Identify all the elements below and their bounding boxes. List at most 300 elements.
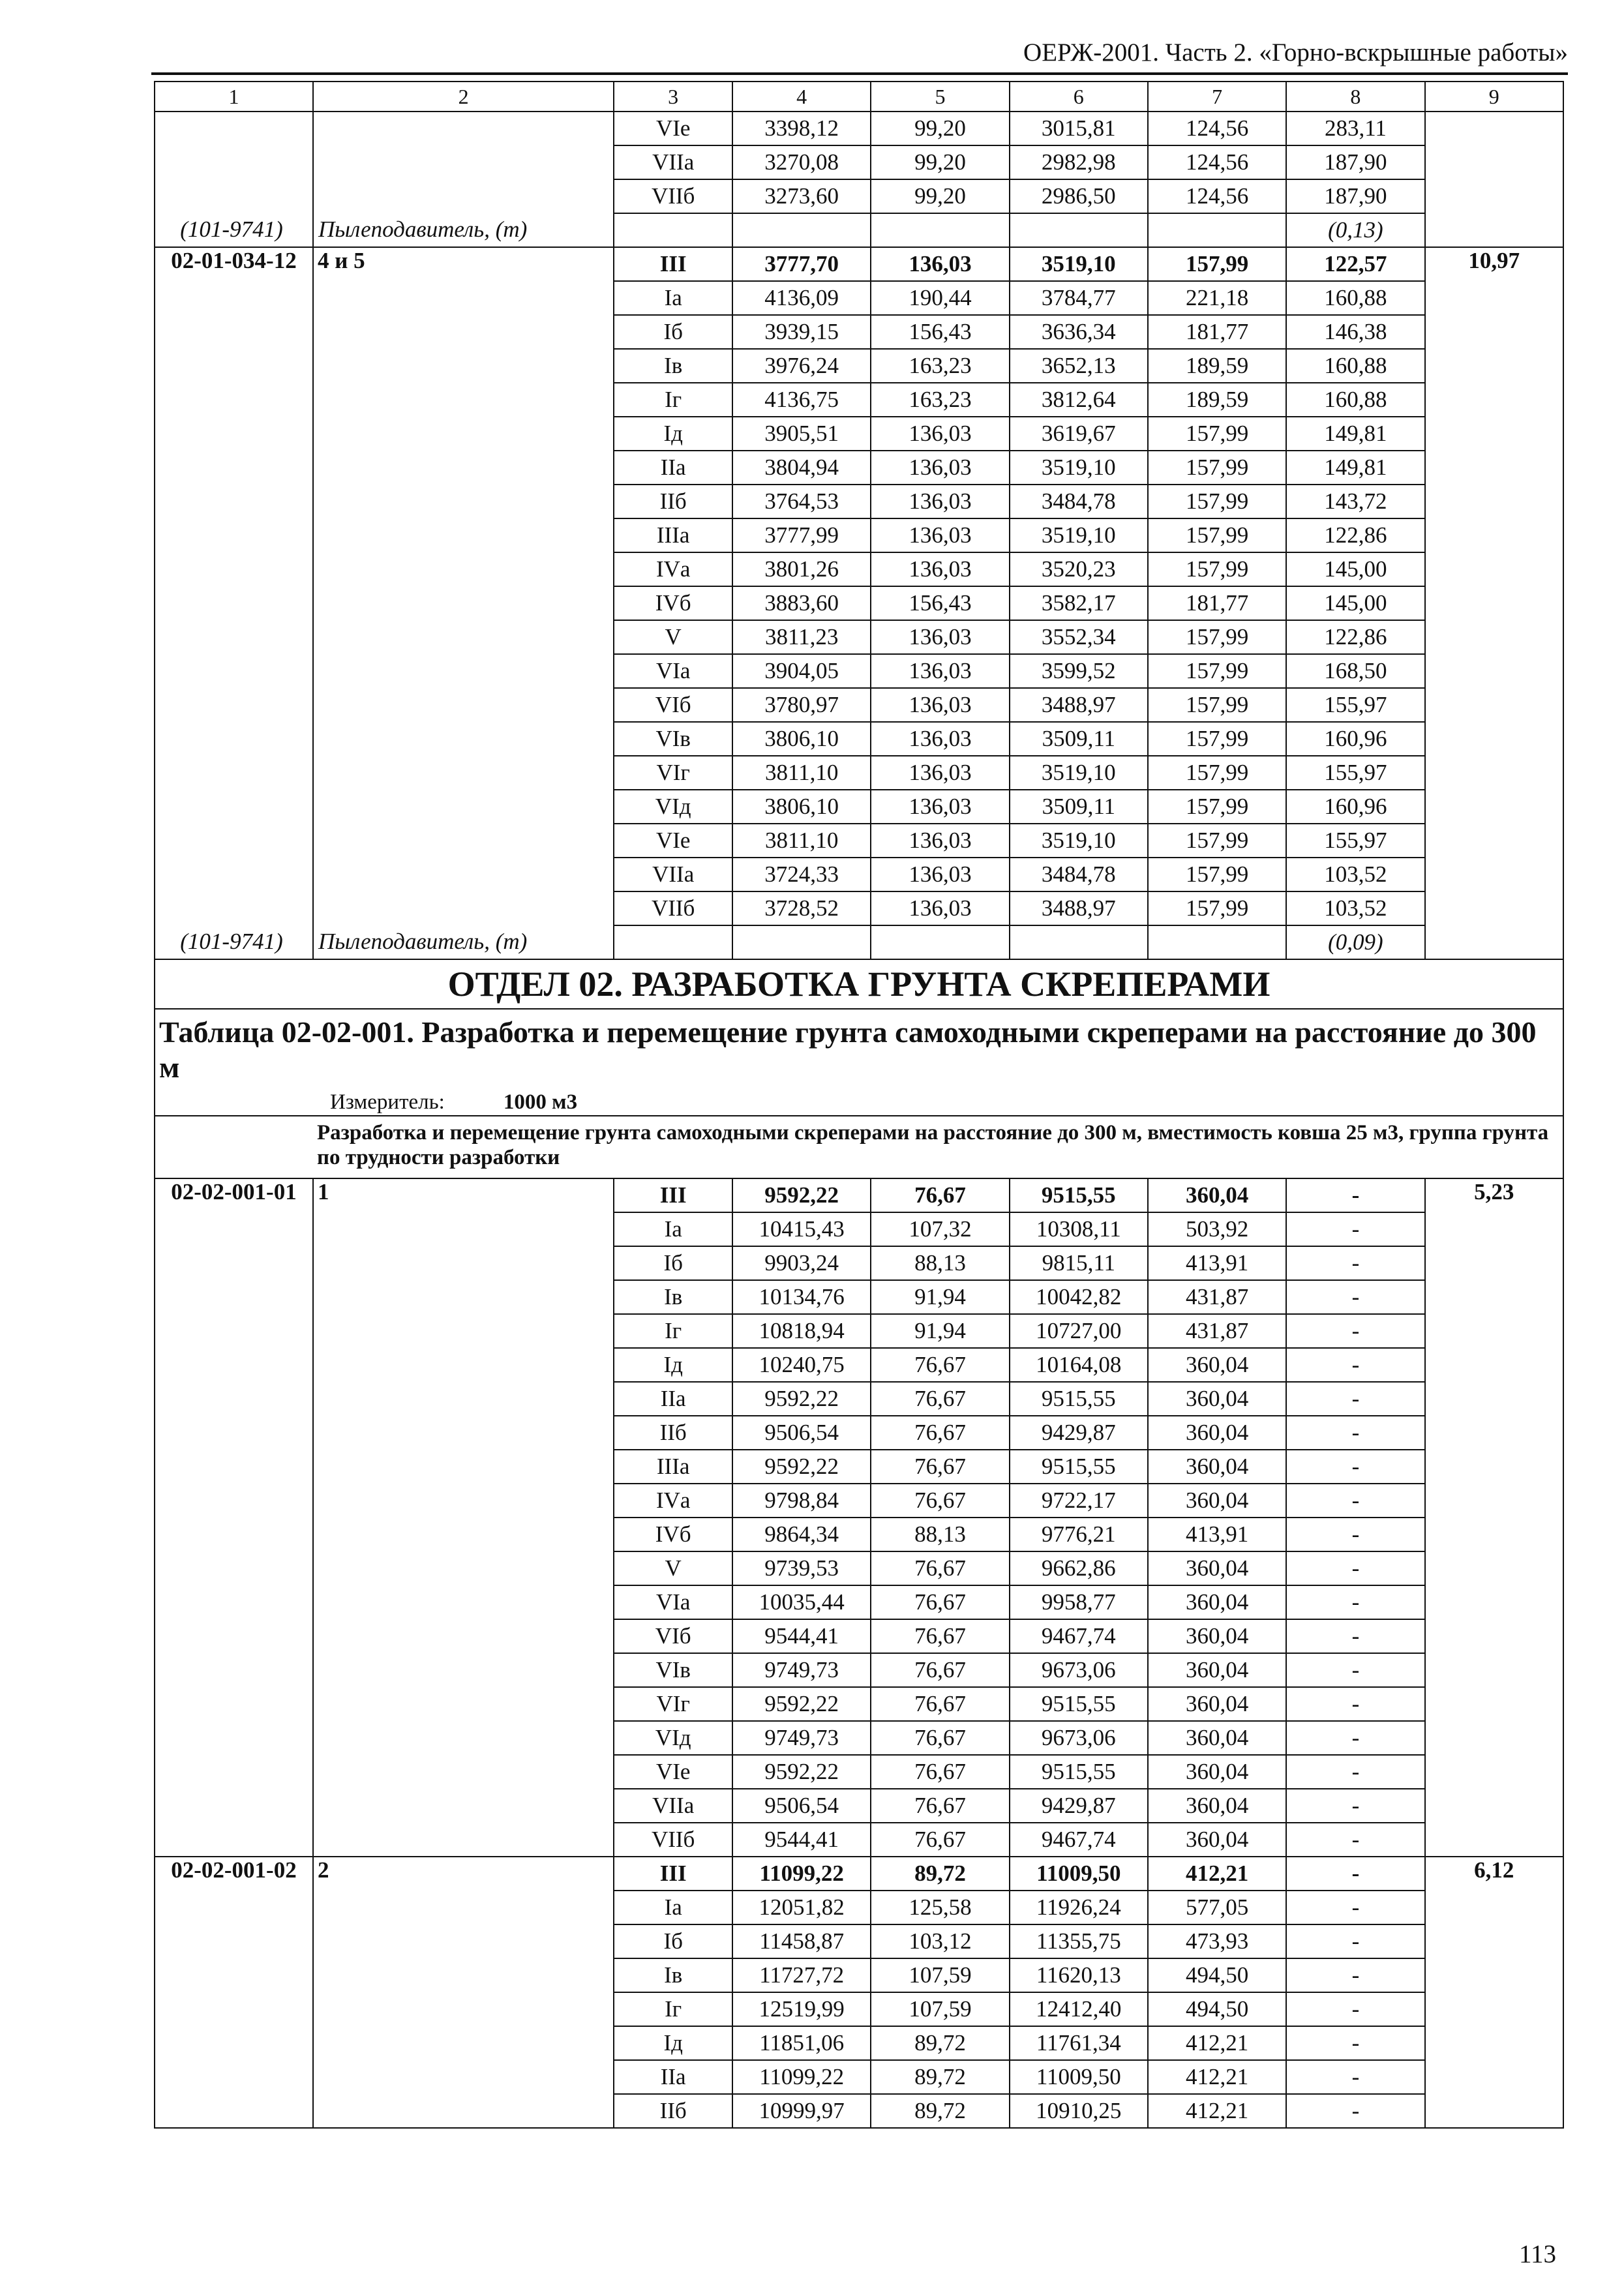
operator-wage-cell: 412,21 (1148, 2060, 1286, 2094)
material-note-code: (101-9741) (180, 217, 283, 242)
operator-wage-cell: 124,56 (1148, 145, 1286, 179)
soil-group-cell: IIб (614, 1416, 732, 1450)
soil-group-cell: VIIа (614, 145, 732, 179)
machine-cost-cell: 10910,25 (1010, 2094, 1148, 2128)
rate-code: 02-02-001-02 (155, 1857, 313, 2128)
wage-cell: 76,67 (871, 1382, 1009, 1416)
wage-cell: 156,43 (871, 315, 1009, 349)
operator-wage-cell: 157,99 (1148, 891, 1286, 925)
operator-wage-cell: 124,56 (1148, 112, 1286, 145)
material-note-name: Пылеподавитель, (т) (318, 929, 528, 954)
wage-cell: 136,03 (871, 485, 1009, 518)
soil-group-cell: VIв (614, 1653, 732, 1687)
soil-group-cell: IVа (614, 1484, 732, 1518)
soil-group-cell: IVа (614, 552, 732, 586)
direct-cost-cell: 9798,84 (732, 1484, 871, 1518)
wage-cell: 136,03 (871, 247, 1009, 281)
soil-group-cell: VIд (614, 790, 732, 824)
wage-cell: 136,03 (871, 858, 1009, 891)
meter-label: Измеритель: (330, 1090, 445, 1114)
wage-cell: 91,94 (871, 1280, 1009, 1314)
direct-cost-cell: 3905,51 (732, 417, 871, 451)
materials-cell: 160,88 (1286, 281, 1424, 315)
materials-cell: 149,81 (1286, 451, 1424, 485)
materials-cell: 187,90 (1286, 145, 1424, 179)
soil-group-cell: VIг (614, 756, 732, 790)
labor-total: 10,97 (1425, 247, 1563, 959)
soil-group-cell: Iб (614, 315, 732, 349)
materials-cell: 168,50 (1286, 654, 1424, 688)
wage-cell: 136,03 (871, 891, 1009, 925)
materials-cell: 103,52 (1286, 891, 1424, 925)
machine-cost-cell: 12412,40 (1010, 1992, 1148, 2026)
direct-cost-cell: 3811,10 (732, 756, 871, 790)
materials-cell: 145,00 (1286, 552, 1424, 586)
column-number: 6 (1010, 82, 1148, 112)
machine-cost-cell: 3636,34 (1010, 315, 1148, 349)
wage-cell: 99,20 (871, 145, 1009, 179)
labor-total: 5,23 (1425, 1178, 1563, 1857)
direct-cost-cell: 11099,22 (732, 2060, 871, 2094)
wage-cell: 190,44 (871, 281, 1009, 315)
wage-cell: 136,03 (871, 451, 1009, 485)
direct-cost-cell: 3904,05 (732, 654, 871, 688)
direct-cost-cell: 3976,24 (732, 349, 871, 383)
direct-cost-cell: 10999,97 (732, 2094, 871, 2128)
table-row (155, 112, 1563, 145)
direct-cost-cell: 3883,60 (732, 586, 871, 620)
materials-cell: 122,86 (1286, 518, 1424, 552)
department-title: ОТДЕЛ 02. РАЗРАБОТКА ГРУНТА СКРЕПЕРАМИ (155, 959, 1563, 1009)
soil-group-cell: VIд (614, 1721, 732, 1755)
operator-wage-cell: 360,04 (1148, 1823, 1286, 1857)
note-empty-cell (1148, 213, 1286, 247)
machine-cost-cell: 9429,87 (1010, 1789, 1148, 1823)
soil-group-cell: IIIа (614, 518, 732, 552)
wage-cell: 136,03 (871, 654, 1009, 688)
machine-cost-cell: 11620,13 (1010, 1958, 1148, 1992)
operator-wage-cell: 157,99 (1148, 688, 1286, 722)
machine-cost-cell: 9662,86 (1010, 1551, 1148, 1585)
materials-cell: 122,57 (1286, 247, 1424, 281)
machine-cost-cell: 3015,81 (1010, 112, 1148, 145)
soil-group-cell: III (614, 1857, 732, 1891)
column-number: 5 (871, 82, 1009, 112)
direct-cost-cell: 11099,22 (732, 1857, 871, 1891)
materials-cell: - (1286, 1721, 1424, 1755)
operator-wage-cell: 360,04 (1148, 1450, 1286, 1484)
machine-cost-cell: 3488,97 (1010, 891, 1148, 925)
materials-cell: - (1286, 1450, 1424, 1484)
machine-cost-cell: 3509,11 (1010, 790, 1148, 824)
direct-cost-cell: 9544,41 (732, 1823, 871, 1857)
soil-group-cell: IVб (614, 1518, 732, 1551)
wage-cell: 136,03 (871, 824, 1009, 858)
materials-cell: - (1286, 1382, 1424, 1416)
soil-group-cell: VIа (614, 654, 732, 688)
column-number: 3 (614, 82, 732, 112)
direct-cost-cell: 3811,23 (732, 620, 871, 654)
direct-cost-cell: 3724,33 (732, 858, 871, 891)
materials-cell: 146,38 (1286, 315, 1424, 349)
operator-wage-cell: 431,87 (1148, 1314, 1286, 1348)
table-title-cell (155, 1009, 1563, 1116)
rate-name: 2 (313, 1857, 614, 2128)
operator-wage-cell: 412,21 (1148, 1857, 1286, 1891)
wage-cell: 99,20 (871, 112, 1009, 145)
page-number: 113 (1518, 2240, 1556, 2268)
materials-cell: 143,72 (1286, 485, 1424, 518)
operator-wage-cell: 412,21 (1148, 2026, 1286, 2060)
wage-cell: 107,59 (871, 1992, 1009, 2026)
wage-cell: 136,03 (871, 417, 1009, 451)
soil-group-cell: Iв (614, 349, 732, 383)
materials-cell: - (1286, 1755, 1424, 1789)
operator-wage-cell: 360,04 (1148, 1619, 1286, 1653)
soil-group-cell: VIIа (614, 858, 732, 891)
direct-cost-cell: 4136,75 (732, 383, 871, 417)
labor-total: 6,12 (1425, 1857, 1563, 2128)
direct-cost-cell: 9864,34 (732, 1518, 871, 1551)
table-row (155, 247, 1563, 281)
machine-cost-cell: 3619,67 (1010, 417, 1148, 451)
materials-cell: 160,88 (1286, 383, 1424, 417)
soil-group-cell: VIIб (614, 891, 732, 925)
operator-wage-cell: 360,04 (1148, 1653, 1286, 1687)
materials-cell: 145,00 (1286, 586, 1424, 620)
wage-cell: 136,03 (871, 620, 1009, 654)
direct-cost-cell: 9544,41 (732, 1619, 871, 1653)
materials-cell: - (1286, 1551, 1424, 1585)
column-number: 9 (1425, 82, 1563, 112)
wage-cell: 76,67 (871, 1585, 1009, 1619)
operator-wage-cell: 360,04 (1148, 1484, 1286, 1518)
direct-cost-cell: 9506,54 (732, 1789, 871, 1823)
wage-cell: 136,03 (871, 518, 1009, 552)
soil-group-cell: VIе (614, 1755, 732, 1789)
wage-cell: 76,67 (871, 1755, 1009, 1789)
wage-cell: 76,67 (871, 1450, 1009, 1484)
wage-cell: 76,67 (871, 1551, 1009, 1585)
soil-group-cell: Iг (614, 1314, 732, 1348)
note-empty-cell (732, 925, 871, 959)
materials-cell: - (1286, 1212, 1424, 1246)
wage-cell: 76,67 (871, 1348, 1009, 1382)
machine-cost-cell: 2982,98 (1010, 145, 1148, 179)
soil-group-cell: IIб (614, 485, 732, 518)
operator-wage-cell: 157,99 (1148, 247, 1286, 281)
machine-cost-cell: 3488,97 (1010, 688, 1148, 722)
direct-cost-cell: 3804,94 (732, 451, 871, 485)
machine-cost-cell: 3519,10 (1010, 756, 1148, 790)
operator-wage-cell: 360,04 (1148, 1348, 1286, 1382)
wage-cell: 88,13 (871, 1518, 1009, 1551)
operator-wage-cell: 360,04 (1148, 1416, 1286, 1450)
soil-group-cell: III (614, 1178, 732, 1212)
material-quantity: (0,13) (1286, 213, 1424, 247)
operator-wage-cell: 413,91 (1148, 1246, 1286, 1280)
machine-cost-cell: 3552,34 (1010, 620, 1148, 654)
direct-cost-cell: 11727,72 (732, 1958, 871, 1992)
soil-group-cell: Iб (614, 1246, 732, 1280)
machine-cost-cell: 9467,74 (1010, 1619, 1148, 1653)
operator-wage-cell: 157,99 (1148, 722, 1286, 756)
machine-cost-cell: 9515,55 (1010, 1450, 1148, 1484)
operator-wage-cell: 577,05 (1148, 1891, 1286, 1924)
machine-cost-cell: 9673,06 (1010, 1653, 1148, 1687)
operator-wage-cell: 124,56 (1148, 179, 1286, 213)
soil-group-cell: Iд (614, 2026, 732, 2060)
soil-group-cell: V (614, 620, 732, 654)
machine-cost-cell: 3652,13 (1010, 349, 1148, 383)
wage-cell: 107,32 (871, 1212, 1009, 1246)
machine-cost-cell: 3519,10 (1010, 518, 1148, 552)
machine-cost-cell: 9673,06 (1010, 1721, 1148, 1755)
note-empty-cell (1148, 925, 1286, 959)
operator-wage-cell: 221,18 (1148, 281, 1286, 315)
direct-cost-cell: 9592,22 (732, 1178, 871, 1212)
direct-cost-cell: 4136,09 (732, 281, 871, 315)
soil-group-cell: Iд (614, 1348, 732, 1382)
operator-wage-cell: 157,99 (1148, 552, 1286, 586)
operator-wage-cell: 360,04 (1148, 1585, 1286, 1619)
machine-cost-cell: 9515,55 (1010, 1755, 1148, 1789)
direct-cost-cell: 3777,99 (732, 518, 871, 552)
operator-wage-cell: 157,99 (1148, 824, 1286, 858)
rate-name: 1 (313, 1178, 614, 1857)
machine-cost-cell: 9467,74 (1010, 1823, 1148, 1857)
direct-cost-cell: 10415,43 (732, 1212, 871, 1246)
materials-cell: - (1286, 1246, 1424, 1280)
direct-cost-cell: 12519,99 (732, 1992, 871, 2026)
wage-cell: 89,72 (871, 2060, 1009, 2094)
rate-code: 02-02-001-01 (155, 1178, 313, 1857)
materials-cell: - (1286, 2060, 1424, 2094)
materials-cell: - (1286, 1619, 1424, 1653)
operator-wage-cell: 360,04 (1148, 1687, 1286, 1721)
machine-cost-cell: 3582,17 (1010, 586, 1148, 620)
operator-wage-cell: 157,99 (1148, 451, 1286, 485)
wage-cell: 156,43 (871, 586, 1009, 620)
operator-wage-cell: 189,59 (1148, 383, 1286, 417)
operator-wage-cell: 157,99 (1148, 620, 1286, 654)
direct-cost-cell: 9749,73 (732, 1721, 871, 1755)
wage-cell: 136,03 (871, 790, 1009, 824)
direct-cost-cell: 9592,22 (732, 1755, 871, 1789)
materials-cell: - (1286, 1857, 1424, 1891)
soil-group-cell: Iд (614, 417, 732, 451)
note-soil-cell (614, 213, 732, 247)
table-title-row (155, 1009, 1563, 1116)
materials-cell: - (1286, 1687, 1424, 1721)
note-empty-cell (871, 213, 1009, 247)
direct-cost-cell: 9739,53 (732, 1551, 871, 1585)
wage-cell: 76,67 (871, 1178, 1009, 1212)
operator-wage-cell: 413,91 (1148, 1518, 1286, 1551)
labor-cell (1425, 112, 1563, 247)
note-empty-cell (1010, 213, 1148, 247)
wage-cell: 89,72 (871, 2094, 1009, 2128)
materials-cell: 160,88 (1286, 349, 1424, 383)
direct-cost-cell: 11851,06 (732, 2026, 871, 2060)
operator-wage-cell: 360,04 (1148, 1178, 1286, 1212)
running-header: ОЕРЖ-2001. Часть 2. «Горно-вскрышные работы» (1023, 38, 1568, 67)
soil-group-cell: IVб (614, 586, 732, 620)
soil-group-cell: VIа (614, 1585, 732, 1619)
machine-cost-cell: 3520,23 (1010, 552, 1148, 586)
wage-cell: 136,03 (871, 722, 1009, 756)
direct-cost-cell: 9903,24 (732, 1246, 871, 1280)
wage-cell: 76,67 (871, 1484, 1009, 1518)
materials-cell: - (1286, 1314, 1424, 1348)
column-number: 4 (732, 82, 871, 112)
direct-cost-cell: 9749,73 (732, 1653, 871, 1687)
machine-cost-cell: 10164,08 (1010, 1348, 1148, 1382)
machine-cost-cell: 9958,77 (1010, 1585, 1148, 1619)
operator-wage-cell: 494,50 (1148, 1958, 1286, 1992)
soil-group-cell: IIб (614, 2094, 732, 2128)
column-number: 1 (155, 82, 313, 112)
machine-cost-cell: 3784,77 (1010, 281, 1148, 315)
column-number: 7 (1148, 82, 1286, 112)
materials-cell: 283,11 (1286, 112, 1424, 145)
materials-cell: 155,97 (1286, 688, 1424, 722)
machine-cost-cell: 11761,34 (1010, 2026, 1148, 2060)
rates-table (154, 81, 1564, 2129)
direct-cost-cell: 9592,22 (732, 1687, 871, 1721)
materials-cell: 160,96 (1286, 790, 1424, 824)
meter-value: 1000 м3 (503, 1090, 578, 1114)
soil-group-cell: VIе (614, 112, 732, 145)
soil-group-cell: Iг (614, 383, 732, 417)
note-empty-cell (1010, 925, 1148, 959)
machine-cost-cell: 10727,00 (1010, 1314, 1148, 1348)
operator-wage-cell: 157,99 (1148, 654, 1286, 688)
work-description: Разработка и перемещение грунта самоходными скреперами на расстояние до 300 м, вместимость ковша 25 м3, группа грунта по трудности разработки (313, 1116, 1563, 1178)
wage-cell: 76,67 (871, 1721, 1009, 1755)
material-note-name: Пылеподавитель, (т) (318, 217, 528, 242)
soil-group-cell: VIб (614, 688, 732, 722)
direct-cost-cell: 3806,10 (732, 722, 871, 756)
direct-cost-cell: 12051,82 (732, 1891, 871, 1924)
soil-group-cell: IIа (614, 451, 732, 485)
materials-cell: - (1286, 1924, 1424, 1958)
materials-cell: - (1286, 1484, 1424, 1518)
soil-group-cell: VIв (614, 722, 732, 756)
operator-wage-cell: 157,99 (1148, 485, 1286, 518)
wage-cell: 136,03 (871, 688, 1009, 722)
table-title: Таблица 02-02-001. Разработка и перемещение грунта самоходными скреперами на расстояние до 300 м (159, 1015, 1537, 1084)
header-rule (151, 72, 1568, 75)
machine-cost-cell: 11009,50 (1010, 2060, 1148, 2094)
machine-cost-cell: 9429,87 (1010, 1416, 1148, 1450)
machine-cost-cell: 9515,55 (1010, 1178, 1148, 1212)
operator-wage-cell: 157,99 (1148, 790, 1286, 824)
machine-cost-cell: 10308,11 (1010, 1212, 1148, 1246)
soil-group-cell: Iа (614, 1891, 732, 1924)
wage-cell: 76,67 (871, 1823, 1009, 1857)
operator-wage-cell: 412,21 (1148, 2094, 1286, 2128)
materials-cell: 187,90 (1286, 179, 1424, 213)
wage-cell: 107,59 (871, 1958, 1009, 1992)
machine-cost-cell: 3484,78 (1010, 858, 1148, 891)
wage-cell: 91,94 (871, 1314, 1009, 1348)
machine-cost-cell: 9815,11 (1010, 1246, 1148, 1280)
operator-wage-cell: 360,04 (1148, 1721, 1286, 1755)
direct-cost-cell: 9592,22 (732, 1382, 871, 1416)
materials-cell: - (1286, 2094, 1424, 2128)
column-number: 2 (313, 82, 614, 112)
direct-cost-cell: 3777,70 (732, 247, 871, 281)
direct-cost-cell: 3398,12 (732, 112, 871, 145)
materials-cell: 122,86 (1286, 620, 1424, 654)
materials-cell: - (1286, 1992, 1424, 2026)
materials-cell: - (1286, 2026, 1424, 2060)
materials-cell: - (1286, 1280, 1424, 1314)
direct-cost-cell: 3764,53 (732, 485, 871, 518)
soil-group-cell: VIб (614, 1619, 732, 1653)
operator-wage-cell: 494,50 (1148, 1992, 1286, 2026)
direct-cost-cell: 3728,52 (732, 891, 871, 925)
direct-cost-cell: 3939,15 (732, 315, 871, 349)
meter-line (159, 1089, 1559, 1115)
soil-group-cell: IIа (614, 1382, 732, 1416)
direct-cost-cell: 10818,94 (732, 1314, 871, 1348)
operator-wage-cell: 360,04 (1148, 1789, 1286, 1823)
machine-cost-cell: 11009,50 (1010, 1857, 1148, 1891)
rate-name: 4 и 5 (313, 247, 614, 959)
materials-cell: - (1286, 1416, 1424, 1450)
operator-wage-cell: 431,87 (1148, 1280, 1286, 1314)
materials-cell: 155,97 (1286, 824, 1424, 858)
soil-group-cell: Iа (614, 1212, 732, 1246)
note-empty-cell (614, 925, 732, 959)
direct-cost-cell: 3270,08 (732, 145, 871, 179)
rates-table-body (155, 82, 1563, 2128)
materials-cell: - (1286, 1653, 1424, 1687)
materials-cell: 160,96 (1286, 722, 1424, 756)
soil-group-cell: VIе (614, 824, 732, 858)
soil-group-cell: V (614, 1551, 732, 1585)
wage-cell: 76,67 (871, 1619, 1009, 1653)
materials-cell: 149,81 (1286, 417, 1424, 451)
operator-wage-cell: 360,04 (1148, 1551, 1286, 1585)
wage-cell: 89,72 (871, 1857, 1009, 1891)
wage-cell: 163,23 (871, 383, 1009, 417)
direct-cost-cell: 3273,60 (732, 179, 871, 213)
machine-cost-cell: 3519,10 (1010, 247, 1148, 281)
soil-group-cell: VIIб (614, 1823, 732, 1857)
soil-group-cell: Iг (614, 1992, 732, 2026)
direct-cost-cell: 3806,10 (732, 790, 871, 824)
description-row (155, 1116, 1563, 1178)
machine-cost-cell: 2986,50 (1010, 179, 1148, 213)
wage-cell: 136,03 (871, 756, 1009, 790)
direct-cost-cell: 9506,54 (732, 1416, 871, 1450)
column-number: 8 (1286, 82, 1424, 112)
soil-group-cell: VIIа (614, 1789, 732, 1823)
column-number-row (155, 82, 1563, 112)
materials-cell: - (1286, 1789, 1424, 1823)
wage-cell: 76,67 (871, 1687, 1009, 1721)
soil-group-cell: Iв (614, 1958, 732, 1992)
machine-cost-cell: 9776,21 (1010, 1518, 1148, 1551)
operator-wage-cell: 157,99 (1148, 417, 1286, 451)
machine-cost-cell: 11926,24 (1010, 1891, 1148, 1924)
operator-wage-cell: 157,99 (1148, 858, 1286, 891)
wage-cell: 99,20 (871, 179, 1009, 213)
materials-cell: - (1286, 1518, 1424, 1551)
